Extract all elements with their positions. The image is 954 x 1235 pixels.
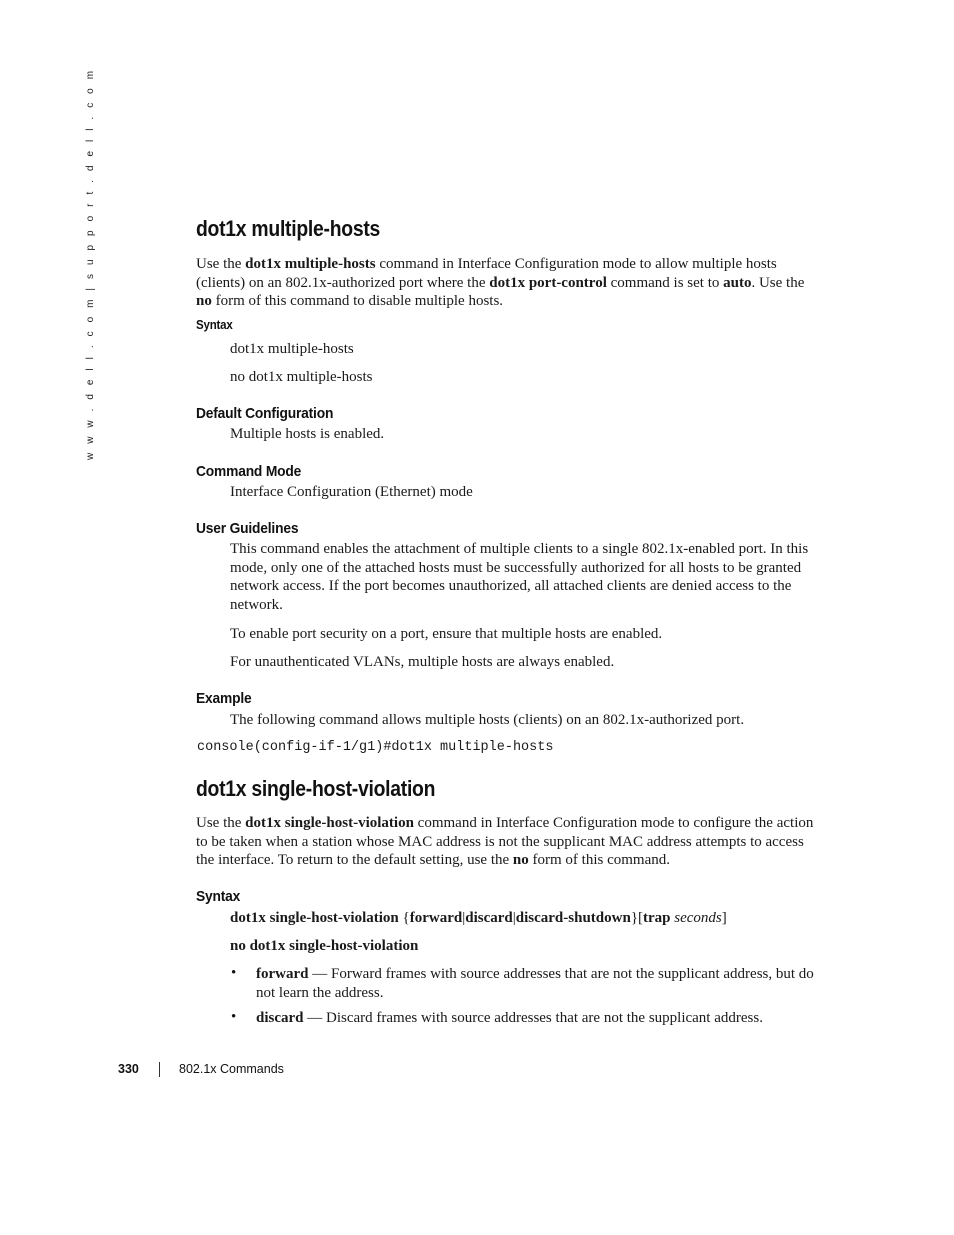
- guideline-paragraph: This command enables the attachment of multiple clients to a single 802.1x-enabled port. In this mode, only one of the attached hosts must be successfully authorized for all hosts to be granted network access. If the port becomes unauthorized, all attached clients are denied access to the network.: [230, 541, 809, 613]
- page-number: 330: [118, 1062, 139, 1076]
- bullet-icon: •: [231, 1009, 237, 1025]
- guideline-paragraph: For unauthenticated VLANs, multiple hosts are always enabled.: [230, 654, 615, 670]
- bullet-icon: •: [231, 965, 237, 981]
- list-item: discard — Discard frames with source addresses that are not the supplicant address.: [256, 1010, 763, 1026]
- side-url: w w w . d e l l . c o m | s u p p o r t . d e l l . c o m: [85, 67, 96, 460]
- syntax-line: dot1x multiple-hosts: [230, 341, 354, 357]
- syntax-heading: Syntax: [196, 318, 233, 332]
- footer-divider: [159, 1062, 160, 1077]
- example-text: The following command allows multiple hosts (clients) on an 802.1x-authorized port.: [230, 712, 745, 728]
- syntax-line: dot1x single-host-violation {forward|discard|discard-shutdown}[trap seconds]: [230, 910, 727, 926]
- example-heading: Example: [196, 690, 252, 707]
- syntax-line: no dot1x single-host-violation: [230, 938, 419, 954]
- default-config-heading: Default Configuration: [196, 405, 334, 422]
- example-code: console(config-if-1/g1)#dot1x multiple-hosts: [197, 740, 554, 755]
- syntax-line: no dot1x multiple-hosts: [230, 369, 373, 385]
- guideline-paragraph: To enable port security on a port, ensure that multiple hosts are enabled.: [230, 626, 663, 642]
- intro-paragraph-single-host-violation: Use the dot1x single-host-violation command in Interface Configuration mode to configure the action to be taken when a station whose MAC address is not the supplicant MAC address attempts to access the interface. To return to the default setting, use the no form of this command.: [196, 815, 814, 868]
- default-config-text: Multiple hosts is enabled.: [230, 426, 385, 442]
- intro-paragraph-multiple-hosts: Use the dot1x multiple-hosts command in Interface Configuration mode to allow multiple hosts (clients) on an 802.1x-authorized port where the dot1x port-control command is set to auto. Use the no form of this command to disable multiple hosts.: [196, 256, 805, 309]
- chapter-title: 802.1x Commands: [179, 1062, 284, 1076]
- command-mode-text: Interface Configuration (Ethernet) mode: [230, 484, 473, 500]
- section-title-single-host-violation: dot1x single-host-violation: [196, 776, 436, 801]
- user-guidelines-heading: User Guidelines: [196, 520, 299, 537]
- syntax-heading: Syntax: [196, 888, 241, 905]
- command-mode-heading: Command Mode: [196, 463, 302, 480]
- section-title-multiple-hosts: dot1x multiple-hosts: [196, 216, 381, 241]
- list-item: forward — Forward frames with source addresses that are not the supplicant address, but do not learn the address.: [256, 966, 814, 1001]
